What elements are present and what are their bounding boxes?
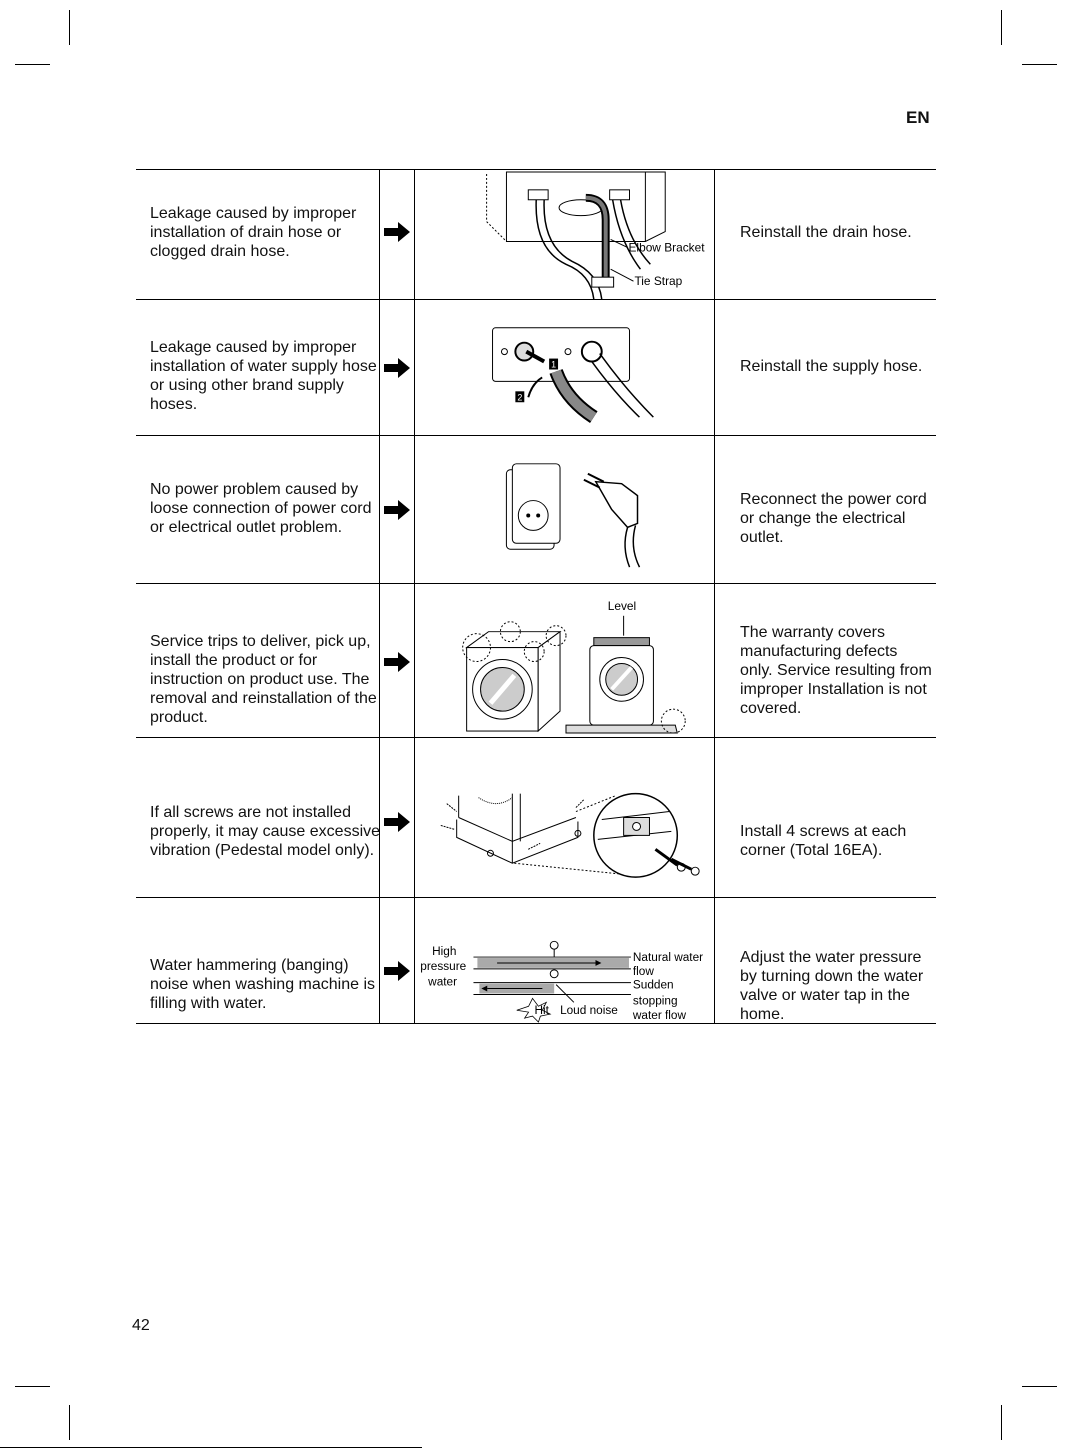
crop-mark — [15, 64, 50, 65]
flow-label: flow — [632, 963, 654, 978]
crop-mark — [1022, 64, 1057, 65]
crop-mark — [1001, 1405, 1002, 1440]
solution-text: Reconnect the power cord or change the electrical outlet. — [740, 491, 927, 546]
arrow-right-icon — [384, 500, 410, 520]
divider — [0, 1447, 422, 1448]
elbow-bracket-label: Elbow Bracket — [628, 240, 705, 255]
table-row — [136, 299, 936, 435]
solution-text: The warranty covers manufacturing defects only. Service resulting from improper Installation is not covered. — [740, 624, 932, 717]
solution-text: Reinstall the drain hose. — [740, 224, 912, 241]
crop-mark — [69, 10, 70, 45]
problem-cause-text: Service trips to deliver, pick up, install the product or for instruction on product use. The removal and reinstallation of the product. — [150, 633, 377, 726]
problem-cause-text: No power problem caused by loose connection of power cord or electrical outlet problem. — [150, 481, 372, 536]
pressure-label: pressure — [420, 958, 467, 973]
table-row — [136, 583, 936, 737]
tie-strap-label: Tie Strap — [634, 274, 683, 289]
step-2-label: 2 — [517, 392, 523, 403]
problem-cause-text: Leakage caused by improper installation of drain hose or clogged drain hose. — [150, 205, 357, 260]
page-number: 42 — [132, 1317, 150, 1334]
crop-mark — [15, 1386, 50, 1387]
supply-hose-illustration — [416, 300, 714, 435]
problem-cause-text: Water hammering (banging) noise when washing machine is filling with water. — [150, 957, 376, 1012]
language-label: EN — [906, 108, 930, 127]
hit-label: Hit — [534, 1003, 549, 1018]
problem-cause-text: If all screws are not installed properly, it may cause excessive vibration (Pedestal model only). — [150, 804, 381, 859]
loud-noise-label: Loud noise — [560, 1003, 618, 1018]
natural-water-label: Natural water — [632, 949, 704, 964]
solution-text: Install 4 screws at each corner (Total 16EA). — [740, 823, 907, 859]
crop-mark — [69, 1405, 70, 1440]
crop-mark — [1001, 10, 1002, 45]
table-row — [136, 169, 936, 299]
power-outlet-illustration — [416, 436, 714, 583]
pedestal-screws-illustration — [416, 738, 714, 897]
table-row — [136, 897, 936, 1024]
level-label: Level — [607, 598, 637, 613]
table-row — [136, 435, 936, 583]
arrow-right-icon — [384, 812, 410, 832]
solution-text: Adjust the water pressure by turning down the water valve or water tap in the home. — [740, 949, 924, 1023]
high-label: High — [432, 944, 457, 959]
stopping-label: stopping — [632, 993, 678, 1008]
water-label: water — [428, 974, 458, 989]
solution-text: Reinstall the supply hose. — [740, 358, 923, 375]
table-row — [136, 737, 936, 897]
arrow-right-icon — [384, 222, 410, 242]
drain-hose-illustration — [416, 170, 714, 299]
troubleshooting-table — [136, 169, 936, 1024]
crop-mark — [1022, 1386, 1057, 1387]
sudden-label: Sudden — [632, 977, 674, 992]
step-1-label: 1 — [551, 359, 557, 370]
arrow-right-icon — [384, 961, 410, 981]
arrow-right-icon — [384, 652, 410, 672]
arrow-right-icon — [384, 358, 410, 378]
water-flow-label: water flow — [632, 1008, 687, 1023]
problem-cause-text: Leakage caused by improper installation of water supply hose or using other brand supply hoses. — [150, 339, 377, 413]
water-hammer-illustration — [416, 898, 714, 1023]
leveling-illustration — [416, 584, 714, 737]
